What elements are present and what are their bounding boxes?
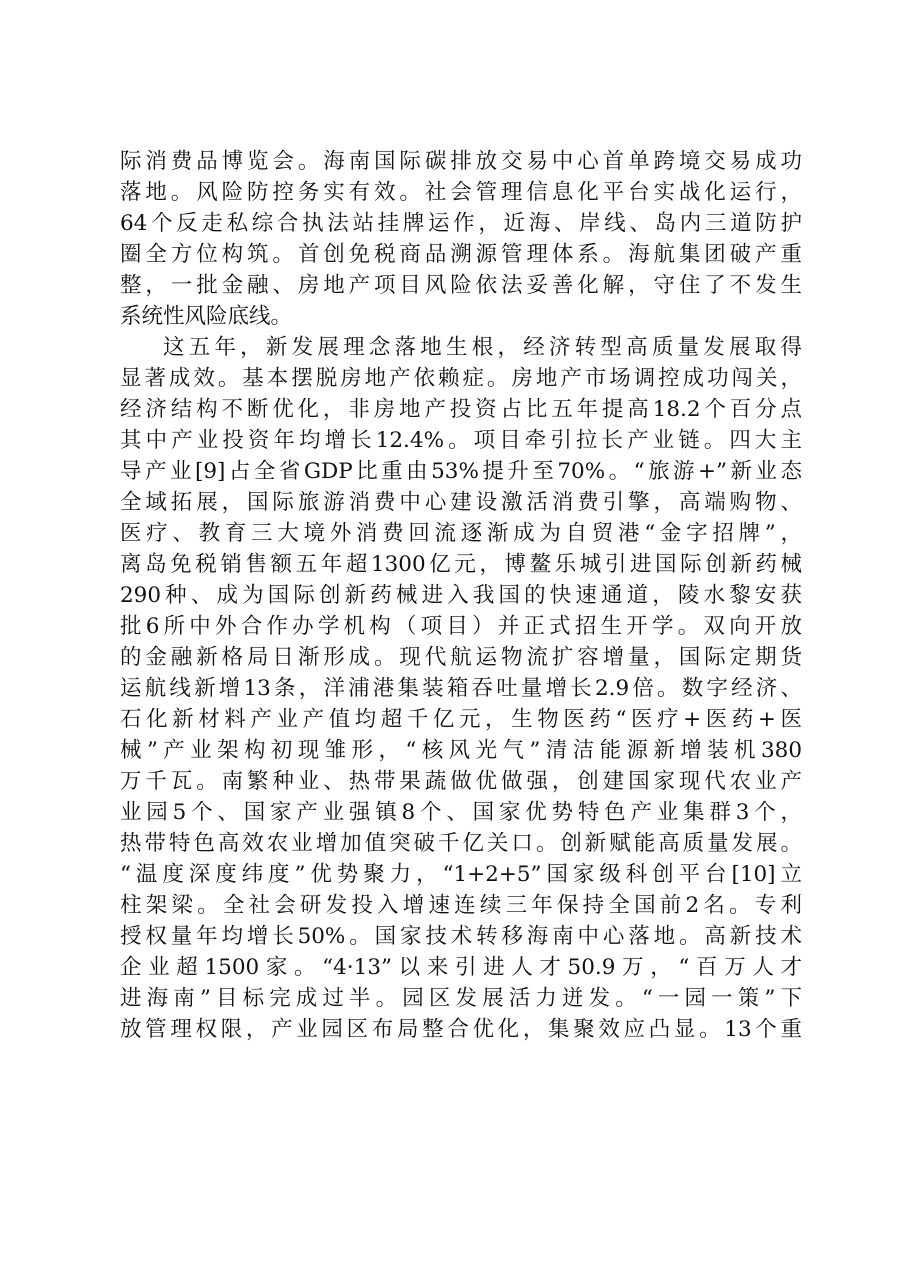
text-line: 授权量年均增长50%。国家技术转移海南中心落地。高新技术 <box>120 924 802 949</box>
text-line: 柱架梁。全社会研发投入增速连续三年保持全国前2名。专利 <box>120 893 802 918</box>
text-line: 离岛免税销售额五年超1300亿元，博鳌乐城引进国际创新药械 <box>120 552 802 577</box>
text-line: 这五年，新发展理念落地生根，经济转型高质量发展取得 <box>163 335 802 360</box>
text-line: 企业超1500家。“4·13”以来引进人才50.9万，“百万人才 <box>120 955 802 980</box>
paragraph-1 <box>120 146 802 332</box>
text-line: 显著成效。基本摆脱房地产依赖症。房地产市场调控成功闯关， <box>120 366 802 391</box>
paragraph-2 <box>120 332 802 1045</box>
text-line: 系统性风险底线。 <box>120 304 293 329</box>
text-line: 290种、成为国际创新药械进入我国的快速通道，陵水黎安获 <box>120 583 802 608</box>
text-line: 落地。风险防控务实有效。社会管理信息化平台实战化运行， <box>120 180 802 205</box>
text-line: 圈全方位构筑。首创免税商品溯源管理体系。海航集团破产重 <box>120 242 802 267</box>
text-line: 运航线新增13条，洋浦港集装箱吞吐量增长2.9倍。数字经济、 <box>120 676 802 701</box>
text-line: 热带特色高效农业增加值突破千亿关口。创新赋能高质量发展。 <box>120 831 802 856</box>
text-line: 整，一批金融、房地产项目风险依法妥善化解，守住了不发生 <box>120 273 802 298</box>
text-line: 64个反走私综合执法站挂牌运作，近海、岸线、岛内三道防护 <box>120 211 802 236</box>
text-line: 石化新材料产业产值均超千亿元，生物医药“医疗+医药+医 <box>120 707 802 732</box>
text-line: 业园5个、国家产业强镇8个、国家优势特色产业集群3个， <box>120 800 802 825</box>
text-line: 际消费品博览会。海南国际碳排放交易中心首单跨境交易成功 <box>120 149 802 174</box>
text-line: 械”产业架构初现雏形，“核风光气”清洁能源新增装机380 <box>120 738 802 763</box>
text-line: 医疗、教育三大境外消费回流逐渐成为自贸港“金字招牌”， <box>120 521 802 546</box>
text-line: 经济结构不断优化，非房地产投资占比五年提高18.2个百分点 <box>120 397 802 422</box>
text-line: 万千瓦。南繁种业、热带果蔬做优做强，创建国家现代农业产 <box>120 769 802 794</box>
text-line: 放管理权限，产业园区布局整合优化，集聚效应凸显。13个重 <box>120 1017 802 1042</box>
text-line: “温度深度纬度”优势聚力，“1+2+5”国家级科创平台[10]立 <box>120 862 802 887</box>
text-line: 其中产业投资年均增长12.4%。项目牵引拉长产业链。四大主 <box>120 428 802 453</box>
text-line: 全域拓展，国际旅游消费中心建设激活消费引擎，高端购物、 <box>120 490 802 515</box>
text-line: 导产业[9]占全省GDP比重由53%提升至70%。“旅游+”新业态 <box>120 459 802 484</box>
text-line: 批6所中外合作办学机构（项目）并正式招生开学。双向开放 <box>120 614 802 639</box>
document-page <box>120 146 802 1045</box>
text-line: 进海南”目标完成过半。园区发展活力迸发。“一园一策”下 <box>120 986 802 1011</box>
text-line: 的金融新格局日渐形成。现代航运物流扩容增量，国际定期货 <box>120 645 802 670</box>
